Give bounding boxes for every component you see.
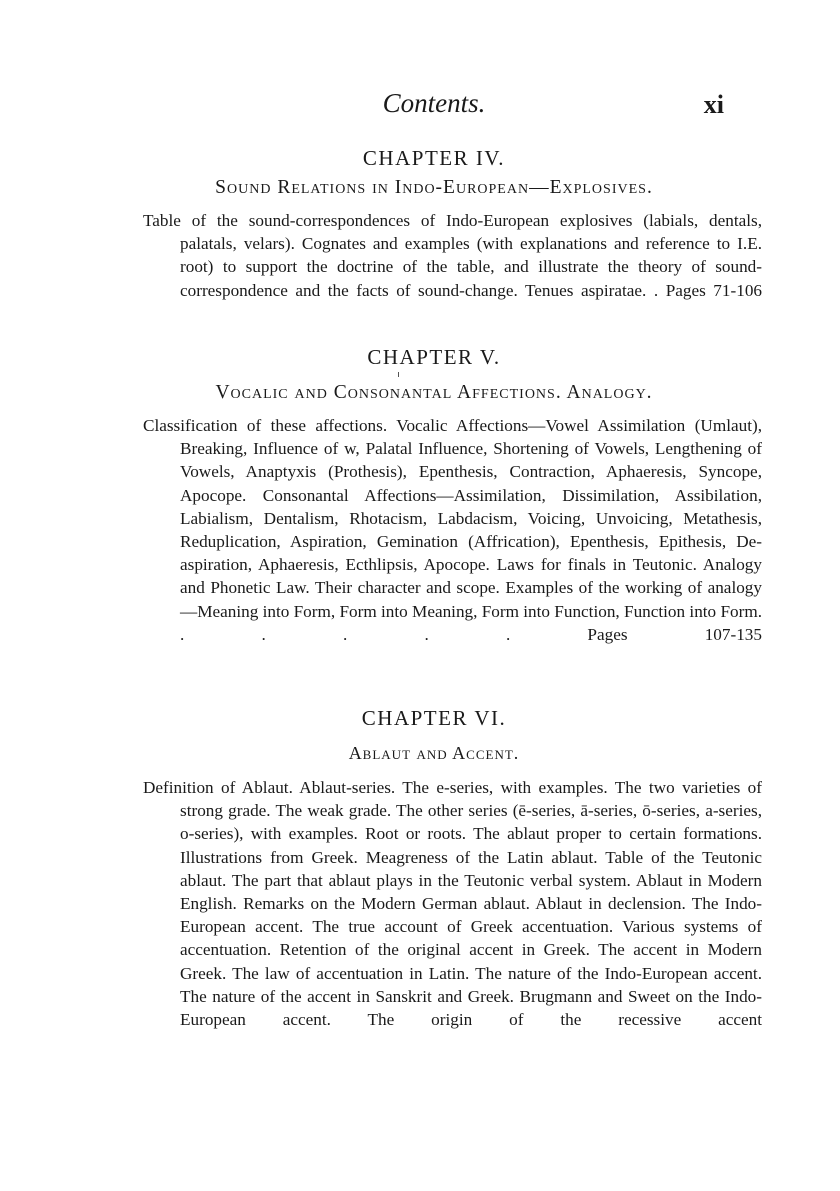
chapter-4-summary-text: Table of the sound-correspondences of Indo-European explosives (labials, dentals, palatals, velars). Cognates and examples (with explanations and reference to I.E. root) to support the doctrine of the table, and illustrate the theory of sound-correspondence and the facts of sound-change. Tenues aspiratae. . [143, 211, 762, 300]
pencil-mark [398, 372, 399, 377]
chapter-6-subtitle: Ablaut and Accent. [348, 743, 520, 763]
chapter-5-summary-text: Classification of these affections. Vocalic Affections—Vowel Assimilation (Umlaut), Breaking, Influence of w, Palatal Influence, Shortening of Vowels, Lengthening of Vowels, Anaptyxis (Prothesis), Epenthesis, Contraction, Aphaeresis, Syncope, Apocope. Consonantal Affections—Assimilation, Dissimilation, Assibilation, Labialism, Dentalism, Rhotacism, Labdacism, Voicing, Unvoicing, Metathesis, Reduplication, Aspiration, Gemination (Affrication), Epenthesis, Epithesis, De-aspiration, Aphaeresis, Ecthlipsis, Apocope. Laws for finals in Teutonic. Analogy and Phonetic Law. Their character and scope. Examples of the working of analogy —Meaning into Form, Form into Meaning, Form into Function, Function into Form. . . . . . [143, 416, 762, 644]
page-number: xi [703, 90, 724, 119]
chapter-6-heading: CHAPTER VI. [361, 706, 507, 730]
chapter-4-heading: CHAPTER IV. [362, 146, 506, 170]
running-title: Contents. [382, 88, 486, 118]
chapter-4-pages: Pages 71-106 [665, 280, 763, 300]
chapter-4-summary [143, 209, 762, 302]
chapter-6-summary-text: Definition of Ablaut. Ablaut-series. The e-series, with examples. The two varieties of strong grade. The weak grade. The other series (ē-series, ā-series, ō-series, a-series, o-series), with examples. Root or roots. The ablaut proper to certain formations. Illustrations from Greek. Meagreness of the Latin ablaut. Table of the Teutonic ablaut. The part that ablaut plays in the Teutonic verbal system. Ablaut in Modern English. Remarks on the Modern German ablaut. Ablaut in declension. The Indo-European accent. The true account of Greek accentuation. Various systems of accentuation. Retention of the original accent in Greek. The accent in Modern Greek. The law of accentuation in Latin. The nature of the Indo-European accent. The nature of the accent in Sanskrit and Greek. Brugmann and Sweet on the Indo-European accent. The origin of the recessive accent [143, 778, 762, 1030]
chapter-6-summary [143, 776, 762, 1031]
chapter-4-subtitle: Sound Relations in Indo-European—Explosives. [215, 177, 653, 198]
chapter-5-heading: CHAPTER V. [367, 345, 501, 369]
running-head [140, 88, 728, 128]
chapter-5-summary [143, 414, 762, 646]
chapter-5-subtitle: Vocalic and Consonantal Affections. Analogy. [215, 382, 653, 403]
chapter-5-pages: Pages 107-135 [587, 624, 762, 644]
